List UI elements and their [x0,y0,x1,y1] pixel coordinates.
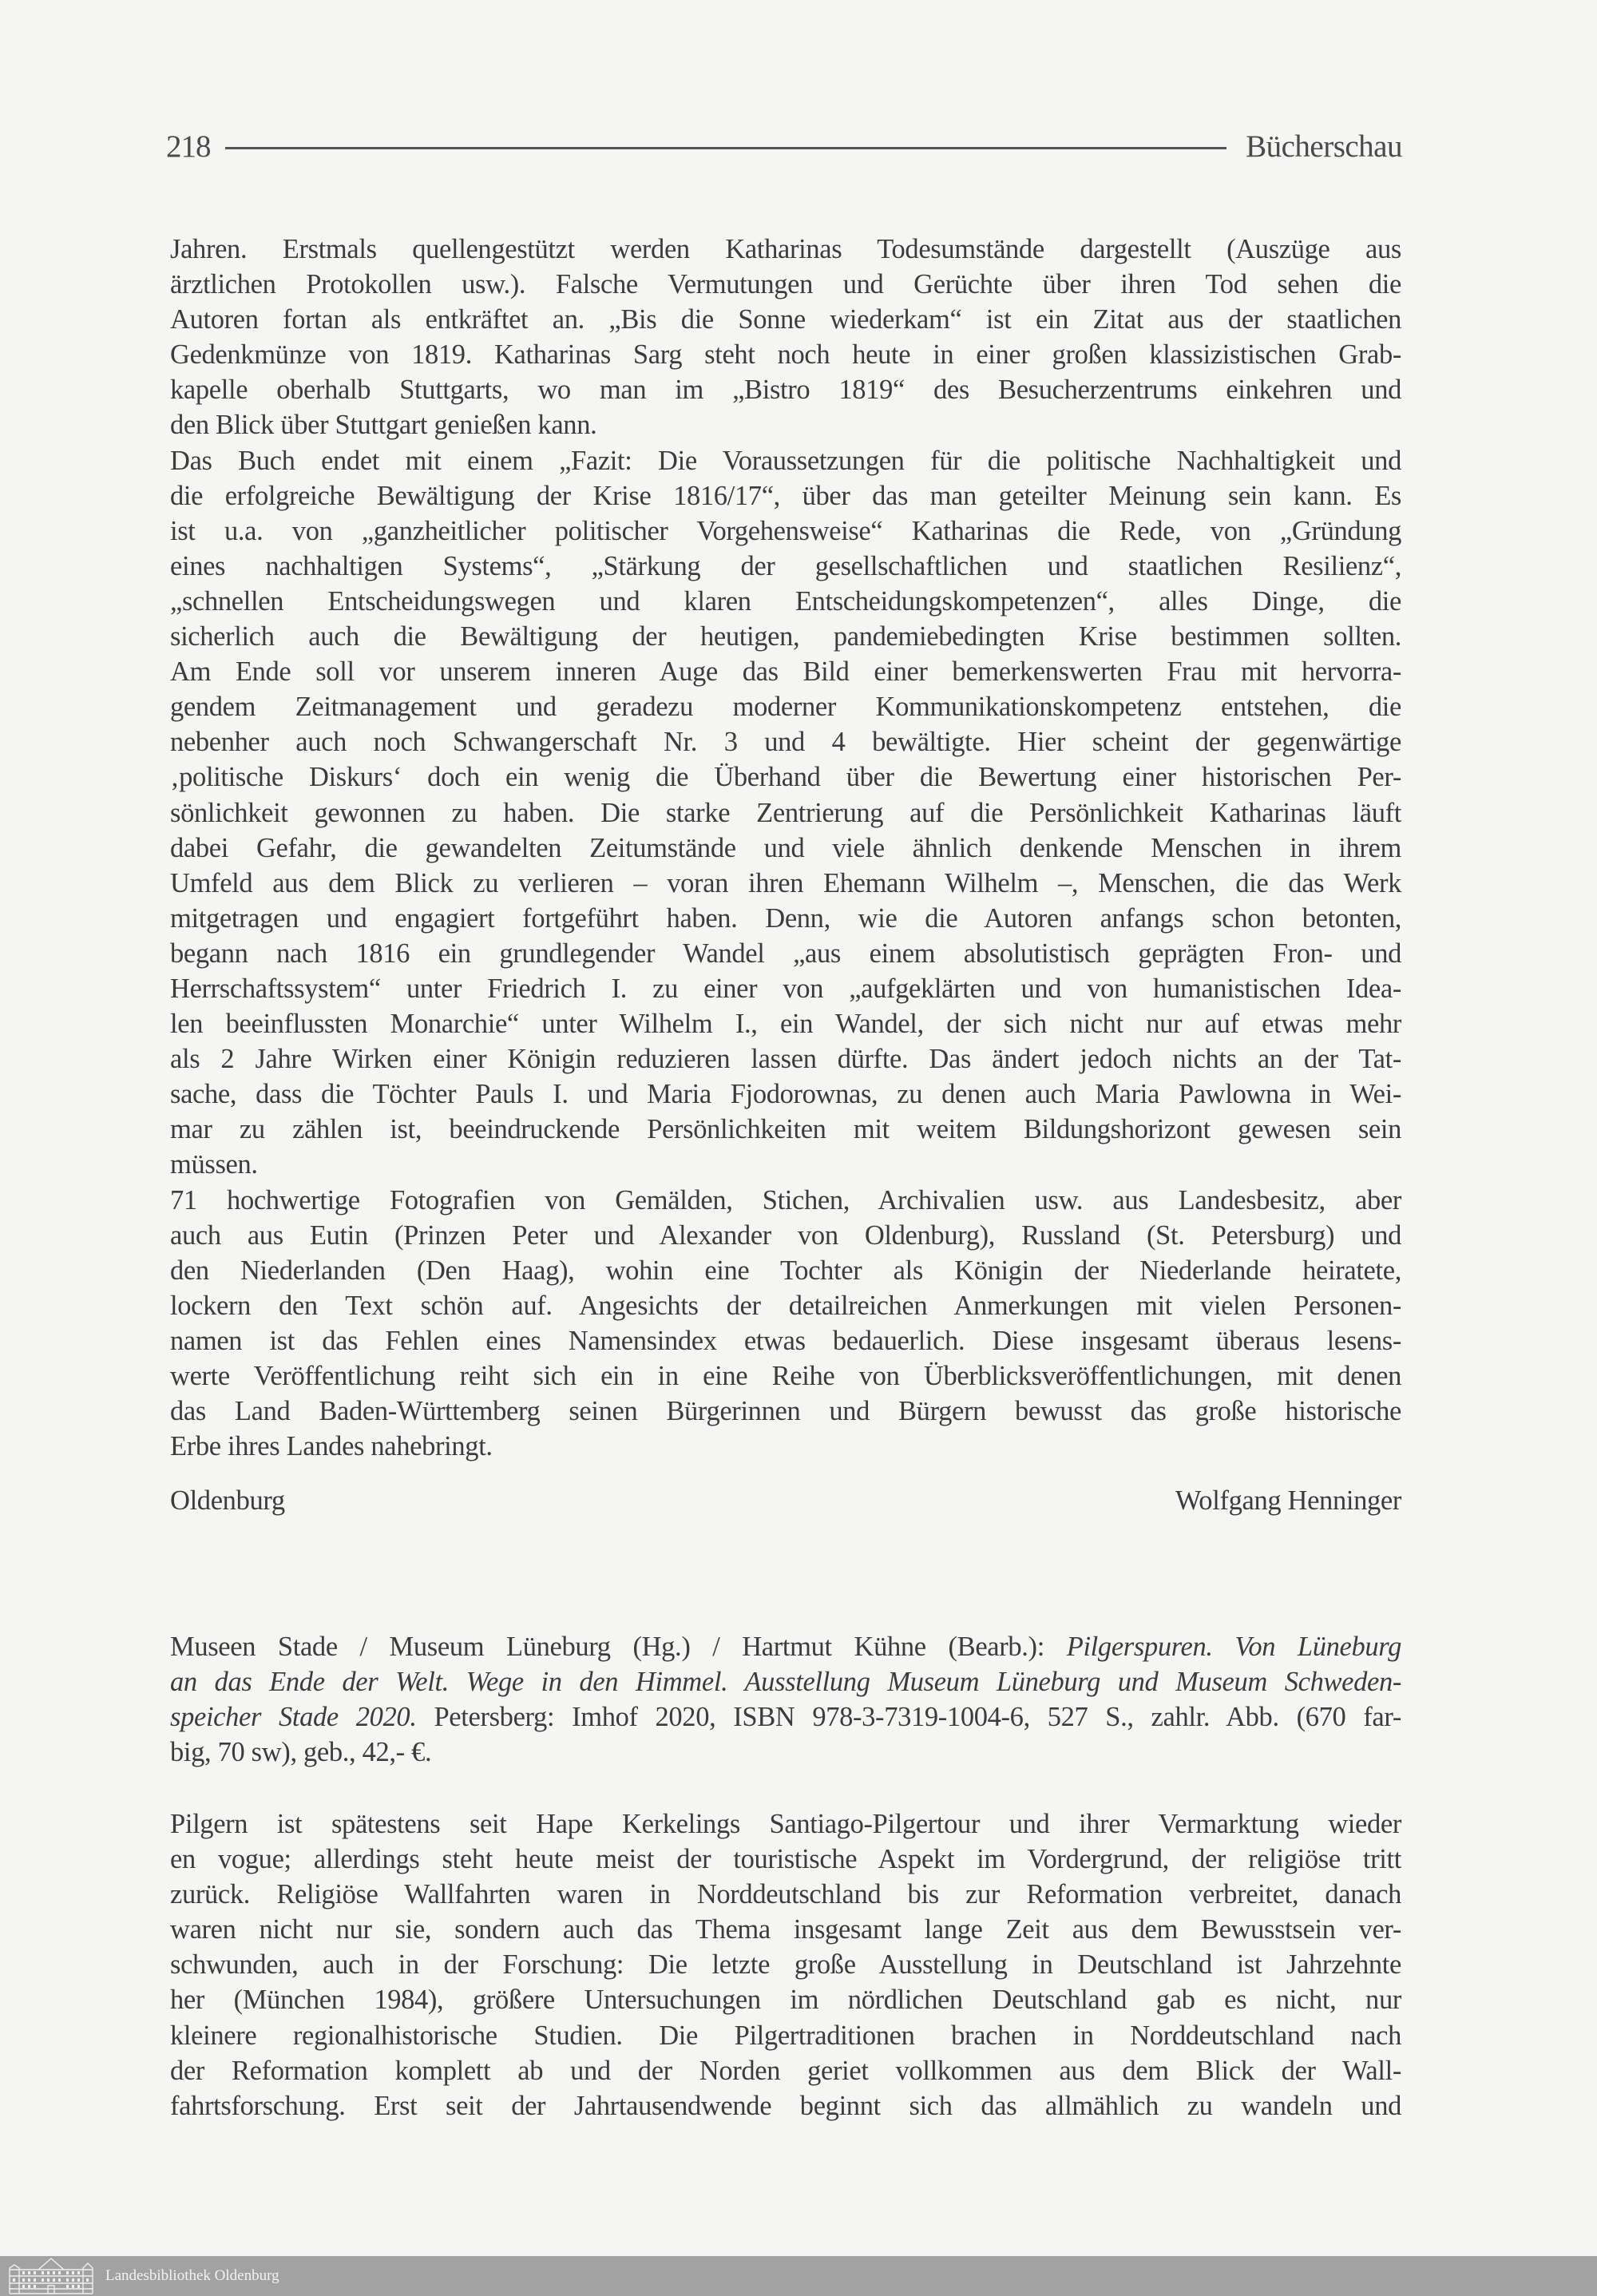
text-line: kapelle oberhalb Stuttgarts, wo man im „Bistro 1819“ des Besucherzentrums einkehren und [170,375,1401,406]
text-line: schwunden, auch in der Forschung: Die letzte große Ausstellung in Deutschland ist Jahrzehnte [170,1949,1401,1981]
text-line: Herrschaftssystem“ unter Friedrich I. zu einer von „aufgeklärten und von humanistischen Idea- [170,973,1401,1004]
text-line: sicherlich auch die Bewältigung der heutigen, pandemiebedingten Krise bestimmen sollten. [170,621,1401,652]
text-line: lockern den Text schön auf. Angesichts der detailreichen Anmerkungen mit vielen Personen- [170,1290,1401,1321]
library-name: Landesbibliothek Oldenburg [105,2267,279,2284]
citation-title: speicher Stade 2020. [170,1702,417,1733]
review-1-body [170,232,1401,1464]
page-number: 218 [166,129,211,164]
text-line: als 2 Jahre Wirken einer Königin reduzieren lassen dürfte. Das ändert jedoch nichts an der Tat- [170,1044,1401,1075]
text-line: Am Ende soll vor unserem inneren Auge das Bild einer bemerkenswerten Frau mit hervorra- [170,656,1401,688]
text-line: Umfeld aus dem Blick zu verlieren – voran ihren Ehemann Wilhelm –, Menschen, die das Werk [170,867,1401,898]
text-line: namen ist das Fehlen eines Namensindex etwas bedauerlich. Diese insgesamt überaus lesens- [170,1325,1401,1356]
text-line: „schnellen Entscheidungswegen und klaren Entscheidungskompetenzen“, alles Dinge, die [170,585,1401,617]
text-line: Jahren. Erstmals quellengestützt werden Katharinas Todesumstände dargestellt (Auszüge aus [170,234,1401,264]
text-line: fahrtsforschung. Erst seit der Jahrtausendwende beginnt sich das allmählich zu wandeln und [170,2090,1401,2121]
text-line: waren nicht nur sie, sondern auch das Thema insgesamt lange Zeit aus dem Bewusstsein ver- [170,1914,1401,1945]
review-2-citation [170,1629,1401,1770]
library-building-icon [6,2257,96,2295]
text-line: das Land Baden-Württemberg seinen Bürgerinnen und Bürgern bewusst das große historische [170,1396,1401,1427]
citation-authors: Museen Stade / Museum Lüneburg (Hg.) / Hartmut Kühne (Bearb.): [170,1632,1044,1662]
text-line: len beeinflussten Monarchie“ unter Wilhelm I., ein Wandel, der sich nicht nur auf etwas mehr [170,1009,1401,1040]
text-line: ärztlichen Protokollen usw.). Falsche Vermutungen und Gerüchte über ihren Tod sehen die [170,269,1401,300]
review-2-body [170,1806,1401,2124]
text-line: dabei Gefahr, die gewandelten Zeitumstände und viele ähnlich denkende Menschen in ihrem [170,832,1401,863]
text-line: ist u.a. von „ganzheitlicher politischer Vorgehensweise“ Katharinas die Rede, von „Gründung [170,515,1401,546]
library-footer-band [0,2256,1597,2296]
text-line: die erfolgreiche Bewältigung der Krise 1816/17“, über das man geteilter Meinung sein kann. Es [170,480,1401,511]
citation-line [170,1699,1401,1735]
text-line: her (München 1984), größere Untersuchungen im nördlichen Deutschland gab es nicht, nur [170,1985,1401,2016]
text-line: sache, dass die Töchter Pauls I. und Maria Fjodorownas, zu denen auch Maria Pawlowna in Wei- [170,1079,1401,1110]
text-line: mitgetragen und engagiert fortgeführt haben. Denn, wie die Autoren anfangs schon betonten, [170,902,1401,934]
text-line: kleinere regionalhistorische Studien. Die Pilgertraditionen brachen in Norddeutschland nach [170,2020,1401,2051]
text-line: en vogue; allerdings steht heute meist der touristische Aspekt im Vordergrund, der religiöse tritt [170,1844,1401,1875]
text-line: Erbe ihres Landes nahebringt. [170,1431,493,1462]
citation-line [170,1735,1401,1770]
text-line: auch aus Eutin (Prinzen Peter und Alexander von Oldenburg), Russland (St. Petersburg) und [170,1219,1401,1251]
text-line: Gedenkmünze von 1819. Katharinas Sarg steht noch heute in einer großen klassizistischen Grab- [170,339,1401,371]
text-line: Das Buch endet mit einem „Fazit: Die Voraussetzungen für die politische Nachhaltigkeit und [170,445,1401,476]
text-line: Pilgern ist spätestens seit Hape Kerkelings Santiago-Pilgertour und ihrer Vermarktung wieder [170,1809,1401,1839]
section-title: Bücherschau [1246,129,1402,164]
text-line: den Niederlanden (Den Haag), wohin eine Tochter als Königin der Niederlande heiratete, [170,1255,1401,1286]
text-line: der Reformation komplett ab und der Norden geriet vollkommen aus dem Blick der Wall- [170,2055,1401,2086]
text-line: sönlichkeit gewonnen zu haben. Die starke Zentrierung auf die Persönlichkeit Katharinas läuft [170,797,1401,828]
text-line: 71 hochwertige Fotografien von Gemälden, Stichen, Archivalien usw. aus Landesbesitz, aber [170,1184,1401,1215]
text-line: eines nachhaltigen Systems“, „Stärkung der gesellschaftlichen und staatlichen Resilienz“, [170,550,1401,581]
text-line: zurück. Religiöse Wallfahrten waren in Norddeutschland bis zur Reformation verbreitet, danach [170,1879,1401,1910]
review-signature [170,1485,1401,1517]
citation-publication: Petersberg: Imhof 2020, ISBN 978-3-7319-1004-6, 527 S., zahlr. Abb. (670 far- [434,1702,1401,1733]
citation-line [170,1664,1401,1699]
running-head [166,126,1402,166]
header-rule [225,147,1227,149]
text-line: begann nach 1816 ein grundlegender Wandel „aus einem absolutistisch geprägten Fron- und [170,938,1401,969]
text-line: ‚politische Diskurs‘ doch ein wenig die Überhand über die Bewertung einer historischen Per- [170,762,1401,793]
citation-title: an das Ende der Welt. Wege in den Himmel. Ausstellung Museum Lüneburg und Museum Schweden- [170,1667,1401,1698]
text-line: werte Veröffentlichung reiht sich ein in eine Reihe von Überblicksveröffentlichungen, mit denen [170,1361,1401,1391]
citation-title: Pilgerspuren. Von Lüneburg [1066,1632,1401,1662]
text-line: mar zu zählen ist, beeindruckende Persönlichkeiten mit weitem Bildungshorizont gewesen sein [170,1114,1401,1145]
signature-reviewer: Wolfgang Henninger [1175,1485,1401,1516]
text-line: gendem Zeitmanagement und geradezu moderner Kommunikationskompetenz entstehen, die [170,692,1401,723]
citation-publication: big, 70 sw), geb., 42,- €. [170,1737,432,1768]
citation-line [170,1629,1401,1664]
text-line: Autoren fortan als entkräftet an. „Bis die Sonne wiederkam“ ist ein Zitat aus der staatlichen [170,304,1401,335]
text-line: müssen. [170,1149,258,1180]
signature-place: Oldenburg [170,1485,285,1516]
text-line: nebenher auch noch Schwangerschaft Nr. 3 und 4 bewältigte. Hier scheint der gegenwärtige [170,727,1401,758]
text-line: den Blick über Stuttgart genießen kann. [170,410,597,441]
